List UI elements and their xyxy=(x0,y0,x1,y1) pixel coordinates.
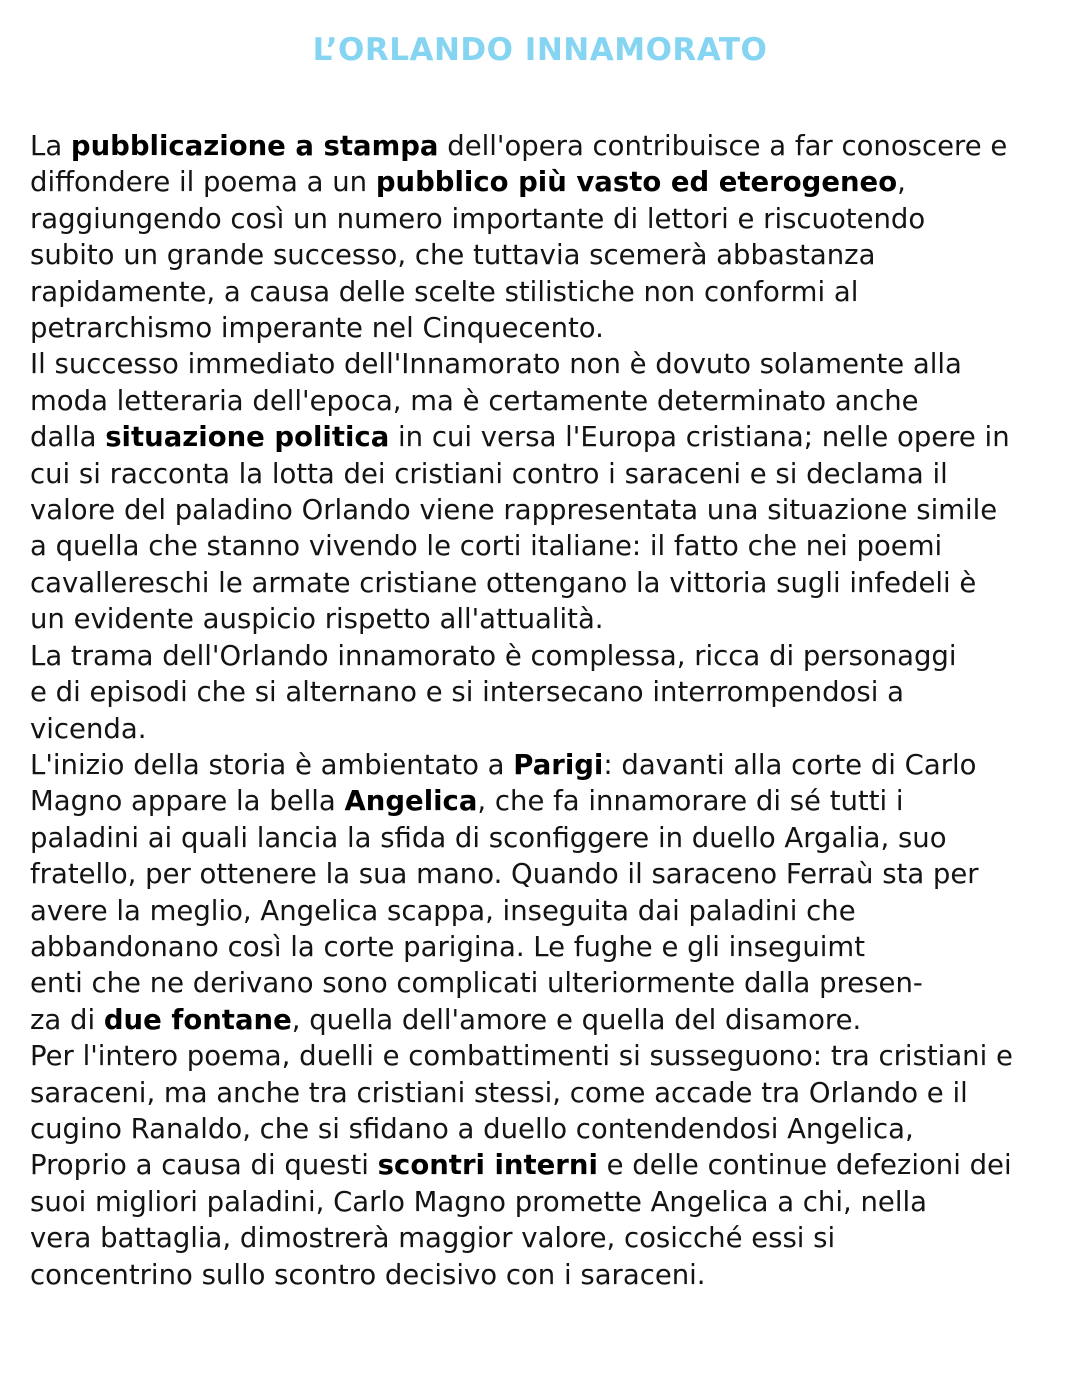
text-segment: cui si racconta la lotta dei cristiani contro i saraceni e si declama il xyxy=(30,457,948,490)
text-segment: rapidamente, a causa delle scelte stilistiche non conformi al xyxy=(30,275,859,308)
text-line xyxy=(30,965,1060,1001)
text-segment: moda letteraria dell'epoca, ma è certamente determinato anche xyxy=(30,384,919,417)
text-line xyxy=(30,237,1060,273)
text-line xyxy=(30,1257,1060,1293)
text-line xyxy=(30,1147,1060,1183)
text-line xyxy=(30,856,1060,892)
bold-text: Parigi xyxy=(513,748,604,781)
text-segment: vicenda. xyxy=(30,712,147,745)
text-segment: valore del paladino Orlando viene rappresentata una situazione simile xyxy=(30,494,998,527)
text-line xyxy=(30,820,1060,856)
bold-text: pubblico più vasto ed eterogeneo xyxy=(375,166,898,199)
text-segment: La trama dell'Orlando innamorato è complessa, ricca di personaggi xyxy=(30,639,957,672)
text-segment: suoi migliori paladini, Carlo Magno promette Angelica a chi, nella xyxy=(30,1185,927,1218)
text-segment: , che fa innamorare di sé tutti i xyxy=(477,785,904,818)
bold-text: Angelica xyxy=(344,785,478,818)
text-line xyxy=(30,492,1060,528)
text-line xyxy=(30,310,1060,346)
text-segment: Proprio a causa di questi xyxy=(30,1149,378,1182)
text-segment: saraceni, ma anche tra cristiani stessi, come accade tra Orlando e il xyxy=(30,1076,968,1109)
text-line xyxy=(30,201,1060,237)
text-segment: avere la meglio, Angelica scappa, inseguita dai paladini che xyxy=(30,894,856,927)
text-line xyxy=(30,1184,1060,1220)
text-line xyxy=(30,674,1060,710)
text-segment: petrarchismo imperante nel Cinquecento. xyxy=(30,312,604,345)
text-segment: dalla xyxy=(30,421,106,454)
text-line xyxy=(30,638,1060,674)
text-segment: paladini ai quali lancia la sfida di sconfiggere in duello Argalia, suo xyxy=(30,821,947,854)
body-text xyxy=(30,128,1060,1293)
text-line xyxy=(30,1002,1060,1038)
text-line xyxy=(30,929,1060,965)
page-title: L’ORLANDO INNAMORATO xyxy=(312,32,768,68)
text-line xyxy=(30,274,1060,310)
bold-text: situazione politica xyxy=(105,421,390,454)
text-line xyxy=(30,528,1060,564)
text-segment: cugino Ranaldo, che si sfidano a duello contendendosi Angelica, xyxy=(30,1112,914,1145)
text-segment: , quella dell'amore e quella del disamore. xyxy=(291,1003,862,1036)
text-segment: : davanti alla corte di Carlo xyxy=(603,748,977,781)
text-segment: vera battaglia, dimostrerà maggior valore, cosicché essi si xyxy=(30,1222,836,1255)
text-segment: La xyxy=(30,130,71,162)
text-line xyxy=(30,1075,1060,1111)
text-segment: enti che ne derivano sono complicati ulteriormente dalla presen- xyxy=(30,967,923,1000)
text-segment: Il successo immediato dell'Innamorato non è dovuto solamente alla xyxy=(30,348,962,381)
text-line xyxy=(30,1038,1060,1074)
text-line xyxy=(30,1220,1060,1256)
text-line xyxy=(30,711,1060,747)
text-segment: e delle continue defezioni dei xyxy=(597,1149,1012,1182)
text-segment: subito un grande successo, che tuttavia scemerà abbastanza xyxy=(30,239,876,272)
text-line xyxy=(30,601,1060,637)
text-segment: Per l'intero poema, duelli e combattimenti si susseguono: tra cristiani e xyxy=(30,1040,1013,1073)
text-line xyxy=(30,1111,1060,1147)
bold-text: due fontane xyxy=(103,1003,292,1036)
bold-text: scontri interni xyxy=(377,1149,598,1182)
text-line xyxy=(30,164,1060,200)
text-segment: diffondere il poema a un xyxy=(30,166,376,199)
text-segment: cavallereschi le armate cristiane ottengano la vittoria sugli infedeli è xyxy=(30,566,977,599)
text-segment: abbandonano così la corte parigina. Le fughe e gli inseguimt xyxy=(30,930,866,963)
text-segment: e di episodi che si alternano e si intersecano interrompendosi a xyxy=(30,676,904,709)
text-segment: Magno appare la bella xyxy=(30,785,345,818)
text-line xyxy=(30,893,1060,929)
text-segment: L'inizio della storia è ambientato a xyxy=(30,748,514,781)
text-segment: dell'opera contribuisce a far conoscere e xyxy=(438,130,1008,162)
text-line xyxy=(30,747,1060,783)
text-line xyxy=(30,783,1060,819)
bold-text: pubblicazione a stampa xyxy=(70,130,439,162)
text-segment: un evidente auspicio rispetto all'attualità. xyxy=(30,603,604,636)
text-segment: , xyxy=(897,166,906,199)
text-line xyxy=(30,456,1060,492)
text-line xyxy=(30,565,1060,601)
text-segment: fratello, per ottenere la sua mano. Quando il saraceno Ferraù sta per xyxy=(30,858,979,891)
text-line xyxy=(30,128,1060,164)
text-line xyxy=(30,419,1060,455)
text-segment: concentrino sullo scontro decisivo con i saraceni. xyxy=(30,1258,706,1291)
text-segment: za di xyxy=(30,1003,104,1036)
text-segment: raggiungendo così un numero importante di lettori e riscuotendo xyxy=(30,202,926,235)
text-segment: in cui versa l'Europa cristiana; nelle opere in xyxy=(389,421,1010,454)
text-segment: a quella che stanno vivendo le corti italiane: il fatto che nei poemi xyxy=(30,530,943,563)
text-line xyxy=(30,346,1060,382)
text-line xyxy=(30,383,1060,419)
